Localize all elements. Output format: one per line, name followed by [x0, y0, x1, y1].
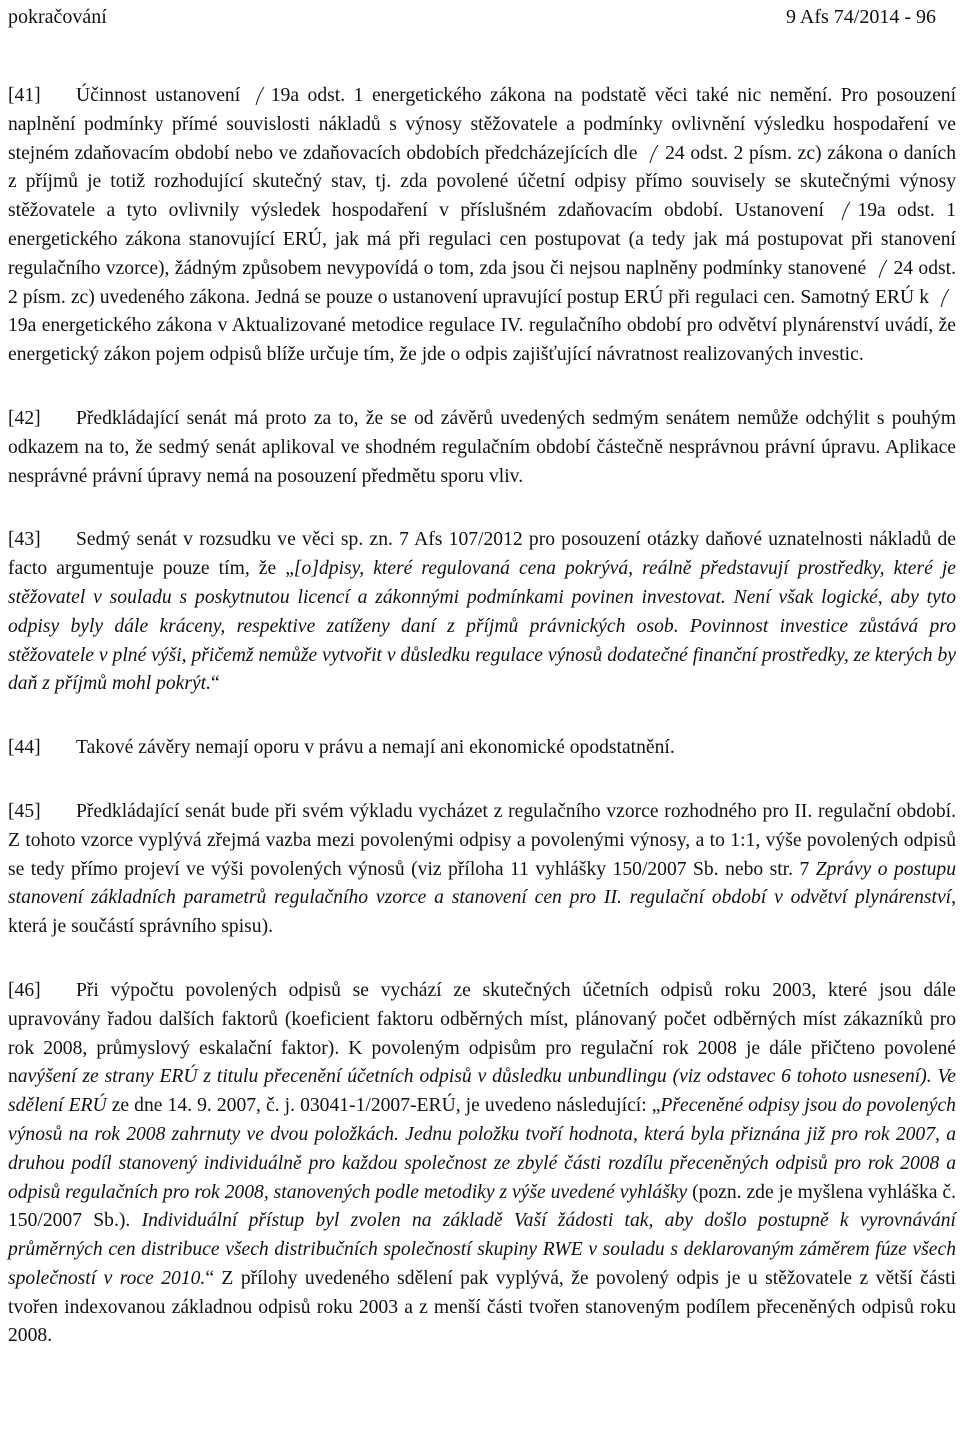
section-sign-icon [876, 258, 890, 280]
paragraph-text: (pozn. zde je myšlena vyhláška č. 150/2007 Sb.). [8, 1181, 956, 1232]
header-case-number: 9 Afs 74/2014 - 96 [786, 6, 936, 28]
paragraph-number: [44] [8, 737, 41, 759]
paragraph-number: [42] [8, 407, 41, 429]
document-body [8, 82, 956, 1386]
paragraph-text: Předkládající senát bude při svém výkladu vycházet z regulačního vzorce rozhodného pro II. regulační období. Z tohoto vzorce vyplývá zřejmá vazba mezi povolenými odpisy a povolenými výnosy, a to 1:1, výše povolených odpisů se tedy přímo projeví ve výši povolených výnosů (viz příloha 11 vyhlášky 150/2007 Sb. nebo str. 7 [8, 800, 956, 880]
paragraph-number: [45] [8, 800, 41, 822]
paragraph-text: “ Z přílohy uvedeného sdělení pak vyplývá, že povolený odpis je u stěžovatele z větší části tvořen indexovanou základnou odpisů roku 2003 a z menší části tvořen stanoveným podílem přeceněných odpisů roku 2008. [8, 1267, 956, 1347]
section-sign-icon [938, 287, 952, 309]
quoted-judgment: [o]dpisy, které regulovaná cena pokrývá, reálně představují prostředky, které je stěžovatel v souladu s poskytnutou licencí a zákonnými podmínkami povinen investovat. Není však logické, aby tyto odpisy byly dále kráceny, respektive zatíženy daní z příjmů právnických osob. Povinnost investice zůstává pro stěžovatele v plné výši, přičemž nemůže vytvořit v důsledku regulace výnosů dodatečné finanční prostředky, ze kterých by daň z příjmů mohl pokrýt. [8, 558, 956, 695]
paragraph-text: Předkládající senát má proto za to, že se od závěrů uvedených sedmým senátem nemůže odchýlit s pouhým odkazem na to, že sedmý senát aplikoval ve shodném regulačním období částečně nesprávnou právní úpravu. Aplikace nesprávné právní úpravy nemá na posouzení předmětu sporu vliv. [8, 407, 956, 487]
header-continuation: pokračování [8, 6, 107, 28]
page-header [8, 4, 936, 30]
report-title: Zprávy o postupu stanovení základních parametrů regulačního vzorce a stanovení cen pro II. regulační období v odvětví plynárenství [8, 858, 956, 909]
paragraph-number: [41] [8, 85, 41, 106]
paragraph-45 [8, 798, 956, 942]
paragraph-text: , která je součástí správního spisu). [8, 887, 956, 938]
quoted-notice: Přeceněné odpisy jsou do povolených výnosů na rok 2008 zahrnuty ve dvou položkách. Jednu položku tvoří hodnota, která byla přiznána již pro rok 2007, a druhou podíl stanovený individuálně pro každou společnost ze zbylé části rozdílu přeceněných odpisů pro rok 2008 a odpisů regulačních pro rok 2008, stanovených podle metodiky z výše uvedené vyhlášky [8, 1095, 956, 1203]
paragraph-42 [8, 405, 956, 491]
paragraph-text: 19a odst. 1 energetického zákona na podstatě věci také nic nemění. Pro posouzení naplnění podmínky přímé souvislosti nákladů s výnosy stěžovatele a podmínky ovlivnění výsledku hospodaření ve stejném zdaňovacím období nebo ve zdaňovacích obdobích předcházejících dle [8, 85, 957, 164]
section-sign-icon [647, 143, 661, 165]
section-sign-icon [839, 200, 853, 222]
paragraph-text: 24 odst. 2 písm. zc) uvedeného zákona. Jedná se pouze o ustanovení upravující postup ERÚ při regulaci cen. Samotný ERÚ k [8, 257, 956, 308]
paragraph-text: ze dne 14. 9. 2007, č. j. 03041-1/2007-ERÚ, je uvedeno následující: „ [106, 1095, 661, 1117]
paragraph-text: Účinnost ustanovení [76, 85, 241, 106]
paragraph-46 [8, 977, 956, 1351]
italic-passage: avýšení ze strany ERÚ z titulu přecenění účetních odpisů v důsledku unbundlingu (viz odstavec 6 tohoto usnesení). Ve sdělení ERÚ [8, 1066, 956, 1117]
paragraph-number: [43] [8, 529, 41, 551]
section-sign-icon [253, 85, 267, 107]
paragraph-text: 19a energetického zákona v Aktualizované metodice regulace IV. regulačního období pro odvětví plynárenství uvádí, že energetický zákon pojem odpisů blíže určuje tím, že jde o odpis zajišťující návratnost realizovaných investic. [8, 315, 956, 366]
paragraph-43 [8, 526, 956, 699]
paragraph-text: Sedmý senát v rozsudku ve věci sp. zn. 7 Afs 107/2012 pro posouzení otázky daňové uznatelnosti nákladů de facto argumentuje pouze tím, že „ [8, 529, 956, 580]
closing-quote: “ [211, 673, 220, 695]
paragraph-text: 24 odst. 2 písm. zc) zákona o daních z příjmů je totiž rozhodující skutečný stav, tj. zda povolené účetní odpisy přímo souvisely se skutečnými výnosy stěžovatele a tyto ovlivnily výsledek hospodaření v příslušném zdaňovacím období. Ustanovení [8, 142, 956, 222]
paragraph-text: Takové závěry nemají oporu v právu a nemají ani ekonomické opodstatnění. [76, 737, 675, 759]
paragraph-text: 19a odst. 1 energetického zákona stanovující ERÚ, jak má při regulaci cen postupovat (a tedy jak má postupovat při stanovení regulačního vzorce), žádným způsobem nevypovídá o tom, zda jsou či nejsou naplněny podmínky stanovené [8, 200, 956, 279]
paragraph-44 [8, 734, 956, 763]
paragraph-number: [46] [8, 979, 41, 1001]
quoted-notice: Individuální přístup byl zvolen na základě Vaší žádosti tak, aby došlo postupně k vyrovnávání průměrných cen distribuce všech distribučních společností skupiny RWE v souladu s deklarovaným záměrem fúze všech společností v roce 2010. [8, 1210, 956, 1289]
paragraph-text: Při výpočtu povolených odpisů se vychází ze skutečných účetních odpisů roku 2003, které jsou dále upravovány řadou dalších faktorů (koeficient faktoru odběrných míst, plánovaný počet odběrných míst zákazníků pro rok 2008, průmyslový eskalační faktor). K povoleným odpisům pro regulační rok 2008 je dále přičteno povolené n [8, 979, 956, 1088]
paragraph-41 [8, 82, 956, 370]
